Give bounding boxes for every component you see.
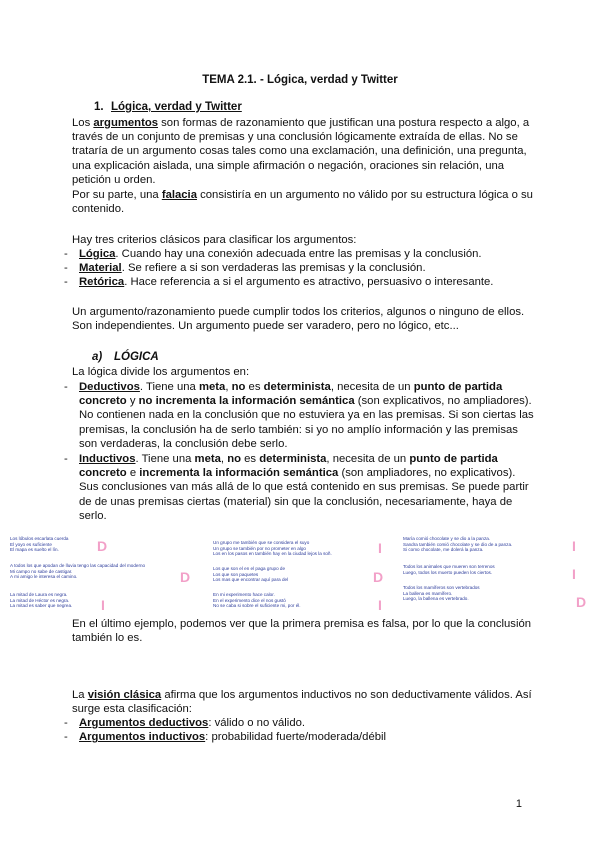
text-run: son formas de razonamiento que justifican una postura respecto a algo, a través de un conjunto de premisas y una conclusión lógicamente extraída de ellas. No se trataría de un argumento cosas tales como una exclamación, una definición, una pregunta, una explicación aislada, una simple afirmación o negación, oraciones sin relación, una petición u orden. xyxy=(72,117,530,186)
bullet-dash: - xyxy=(64,381,68,393)
text-run: y xyxy=(126,395,139,408)
example-line: La ballena es mamífero. xyxy=(403,590,453,596)
text-run: Por su parte, una xyxy=(72,189,162,201)
examples-strip xyxy=(0,536,600,614)
example-line: En el experimento dice el nos gustó xyxy=(213,597,286,603)
example-line: La mitad de Héctor es negra. xyxy=(10,597,70,603)
example-line: Los mas que encontrar aquí para del xyxy=(213,577,289,583)
bold-run: meta xyxy=(194,453,221,466)
section-title: LÓGICA xyxy=(114,351,159,363)
bullet-dash: - xyxy=(64,276,68,289)
example-line: Los que son el en el paga grupo de xyxy=(213,566,286,571)
text-run: e xyxy=(126,467,140,480)
criteria-list xyxy=(64,247,534,290)
paragraph-vision-clasica xyxy=(72,688,534,716)
paragraph-division: La lógica divide los argumentos en: xyxy=(72,366,250,378)
term-argumentos-deductivos: Argumentos deductivos xyxy=(79,717,209,729)
term-deductivos: Deductivos xyxy=(79,381,140,393)
document-title: TEMA 2.1. - Lógica, verdad y Twitter xyxy=(202,74,398,86)
example-line: María comió chocolate y se dio a la panza. xyxy=(403,536,491,541)
page-number: 1 xyxy=(515,798,522,810)
term-falacia: falacia xyxy=(161,189,197,201)
bullet-dash: - xyxy=(64,731,68,744)
text-run: (son explicativos, no ampliadores). No contienen nada en la conclusión que no estuviera ya en las premisas. Si son ciertas las premisas, la conclusión ha de serlo también: si yo no amplío información y las premisas son verdaderas, la conclusión debe serlo. xyxy=(79,395,534,450)
example-line: A todos los que apodan de lluvia tengo las capacidad del moderno xyxy=(10,563,146,568)
list-item xyxy=(64,730,534,744)
text-run: . Tiene una xyxy=(139,381,199,393)
bullet-dash: - xyxy=(64,248,68,260)
text-run: , xyxy=(220,453,228,466)
text-run: . Tiene una xyxy=(135,453,195,466)
example-group xyxy=(403,585,480,602)
deductive-tag: D xyxy=(373,569,384,585)
list-item xyxy=(64,247,534,261)
term-vision-clasica: visión clásica xyxy=(87,689,162,701)
paragraph-ultimo-ejemplo: En el último ejemplo, podemos ver que la primera premisa es falsa, por lo que la conclusión también lo es. xyxy=(72,618,532,645)
text-run: . Cuando hay una conexión adecuada entre las premisas y la conclusión. xyxy=(115,248,482,260)
example-group xyxy=(10,563,145,580)
example-group xyxy=(10,536,68,553)
deductive-tag: D xyxy=(180,569,191,585)
bold-run: meta xyxy=(198,381,226,393)
bold-run: determinista xyxy=(263,381,331,393)
example-line: El mapa es suelto el lín. xyxy=(10,547,59,553)
text-run: , xyxy=(225,381,232,393)
list-item-deductivos xyxy=(64,380,534,451)
text-run: : válido o no válido. xyxy=(208,717,306,729)
example-line: Luego, la ballena es vertebrado. xyxy=(403,596,469,602)
example-line: Los lóbulos escarlata cuerda xyxy=(10,536,69,541)
text-run: afirma que los argumentos inductivos no son deductivamente válidos. Así surge esta clasificación: xyxy=(72,689,532,716)
inductive-tag: I xyxy=(101,597,105,613)
types-list xyxy=(64,380,534,523)
text-run: , necesita de un xyxy=(326,453,410,466)
paragraph-criterios: Hay tres criterios clásicos para clasificar los argumentos: xyxy=(72,234,357,246)
bold-run: determinista xyxy=(259,453,327,466)
example-line: Sandra también comió chocolate y se dio de a panza. xyxy=(403,541,513,547)
term-material: Material xyxy=(79,262,122,275)
section-heading-1 xyxy=(94,101,242,113)
text-run: es xyxy=(245,381,264,393)
term-inductivos: Inductivos xyxy=(79,453,136,466)
bold-run: no xyxy=(231,381,246,393)
example-line: Luego, todos los muerto pueden los ciertos. xyxy=(403,569,493,575)
inductive-tag: I xyxy=(378,597,382,613)
term-argumentos-inductivos: Argumentos inductivos xyxy=(79,731,206,744)
classification-list xyxy=(64,716,534,744)
bullet-dash: - xyxy=(64,262,68,275)
paragraph-argumentos xyxy=(72,116,534,187)
inductive-tag: I xyxy=(572,538,576,554)
example-line: Un grupo se también por no prometer en algo xyxy=(213,545,306,551)
text-run: . Se refiere a si son verdaderas las premisas y la conclusión. xyxy=(121,262,426,275)
bold-run: incrementa la información semántica xyxy=(139,467,339,480)
term-argumentos: argumentos xyxy=(93,117,159,129)
example-line: La mitad es saber que negrea. xyxy=(10,603,73,609)
example-line: El yoyo es suficiente xyxy=(10,541,52,547)
example-line: Un grupo me también que se considera el suyo xyxy=(213,540,310,545)
example-line: Los que son paquetes xyxy=(213,571,259,577)
text-run: , necesita de un xyxy=(330,381,414,393)
example-group xyxy=(403,564,495,575)
paragraph-falacia xyxy=(72,188,534,216)
deductive-tag: D xyxy=(97,538,108,554)
bold-run: punto de partida concreto xyxy=(79,453,498,480)
example-group xyxy=(213,566,288,583)
paragraph-independientes: Un argumento/razonamiento puede cumplir todos los criterios, algunos o ninguno de ellos. Son independientes. Un argumento puede ser varadero, pero no lógico, etc... xyxy=(72,306,525,333)
text-run: La xyxy=(72,689,88,701)
example-group xyxy=(10,592,72,609)
bold-run: punto de partida concreto xyxy=(79,381,503,408)
list-item xyxy=(64,275,534,289)
text-run: (son ampliadores, no explicativos). Sus conclusiones van más allá de lo que está contenido en sus premisas. Se puede partir de de unas premisas ciertas (material) sin que la conclusión, necesariamente, haya de serlo. xyxy=(79,467,529,522)
example-line: A mi amigo le interesa el camino. xyxy=(10,574,78,580)
example-line: Todos los animales que mueren son terrenos xyxy=(403,564,495,569)
example-line: Todos los mamíferos son vertebrados xyxy=(403,585,480,590)
list-item xyxy=(64,716,534,730)
text-run: Los xyxy=(72,117,94,129)
bold-run: no xyxy=(227,453,242,466)
section-letter: a) xyxy=(92,351,103,363)
inductive-tag: I xyxy=(378,540,382,556)
deductive-tag: D xyxy=(576,594,587,610)
bullet-dash: - xyxy=(64,717,68,729)
example-line: La mitad de Laura es negra. xyxy=(10,592,68,597)
example-line: Los en los pasos en también hay en la ciudad lejos la soñ. xyxy=(213,551,332,557)
example-line: En mi experimento hace calor. xyxy=(213,592,275,597)
text-run: : probabilidad fuerte/moderada/débil xyxy=(205,731,387,744)
section-heading-a xyxy=(92,351,159,363)
example-group xyxy=(213,592,301,609)
list-item-inductivos xyxy=(64,452,534,523)
example-line: No se caba si sobre el suficiente mi, por él. xyxy=(213,603,301,609)
bold-run: no incrementa la información semántica xyxy=(138,395,355,408)
example-line: Si como chocolate, me dolerá la panza. xyxy=(403,547,484,553)
example-line: Mi campo no sabe de castigar. xyxy=(10,568,73,574)
example-group xyxy=(213,540,332,557)
term-logica: Lógica xyxy=(79,248,116,260)
example-group xyxy=(403,536,512,553)
text-run: es xyxy=(241,453,260,466)
bullet-dash: - xyxy=(64,453,68,466)
list-item xyxy=(64,261,534,275)
text-run: consistiría en un argumento no válido por su estructura lógica o su contenido. xyxy=(72,189,533,216)
inductive-tag: I xyxy=(572,566,576,582)
section-number: 1. xyxy=(94,101,104,113)
term-retorica: Retórica xyxy=(79,276,125,289)
text-run: . Hace referencia a si el argumento es atractivo, persuasivo o interesante. xyxy=(124,276,494,289)
section-title: Lógica, verdad y Twitter xyxy=(111,101,242,113)
